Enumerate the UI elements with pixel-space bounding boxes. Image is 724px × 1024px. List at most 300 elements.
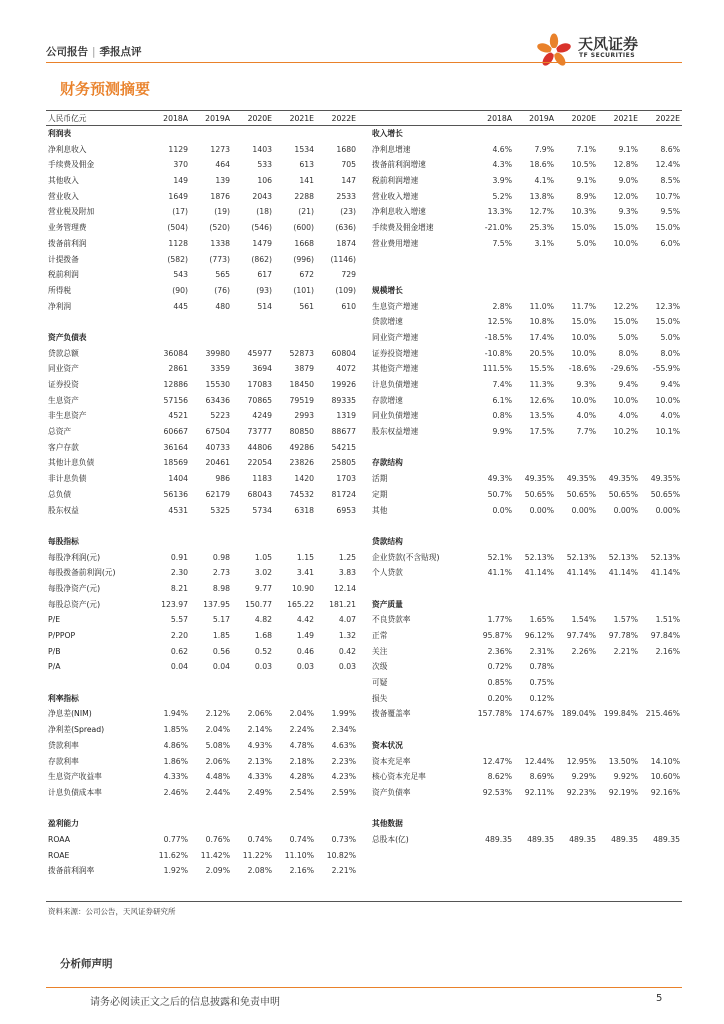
- cell-value: 18450: [289, 380, 314, 389]
- breadcrumb: [46, 44, 142, 59]
- cell-value: 12.95%: [566, 756, 596, 766]
- table-section-header: [370, 126, 685, 142]
- table-row: [46, 659, 361, 675]
- cell-value: 44806: [247, 442, 272, 452]
- cell-value: (19): [214, 207, 230, 217]
- row-label: 营业税及附加: [48, 207, 95, 217]
- row-label: 客户存款: [48, 442, 79, 452]
- cell-value: 0.98: [212, 552, 230, 562]
- cell-value: 4.0%: [576, 411, 596, 421]
- cell-value: 13.8%: [529, 191, 554, 201]
- cell-value: 11.7%: [571, 301, 596, 311]
- cell-value: 1.77%: [487, 615, 512, 625]
- cell-value: -10.8%: [484, 348, 512, 358]
- cell-value: (504): [167, 223, 188, 233]
- cell-value: 7.7%: [576, 427, 596, 437]
- cell-value: 986: [215, 474, 230, 484]
- cell-value: 4.07: [338, 615, 356, 625]
- table-row: [370, 785, 685, 801]
- cell-value: 41.14%: [566, 568, 596, 578]
- cell-value: 50.65%: [650, 489, 680, 499]
- row-label: 资产负债率: [372, 787, 411, 797]
- cell-value: 15.0%: [655, 317, 680, 327]
- cell-value: 1668: [294, 238, 314, 248]
- cell-value: 1.86%: [163, 756, 188, 766]
- cell-value: (546): [251, 223, 272, 233]
- cell-value: 2.73: [212, 568, 230, 578]
- cell-value: 2.26%: [571, 646, 596, 656]
- row-label: 证券投资: [48, 380, 79, 389]
- cell-value: 9.5%: [660, 207, 680, 217]
- cell-value: 8.9%: [576, 191, 596, 201]
- cell-value: 10.1%: [655, 427, 680, 437]
- cell-value: 561: [299, 301, 314, 311]
- cell-value: 4521: [168, 411, 188, 421]
- row-label: 拨备覆盖率: [372, 709, 411, 719]
- cell-value: 4.3%: [492, 160, 512, 170]
- cell-value: 2.06%: [247, 709, 272, 719]
- cell-value: 199.84%: [603, 709, 638, 719]
- cell-value: 543: [173, 270, 188, 280]
- cell-value: 1876: [210, 191, 230, 201]
- cell-value: 0.52: [254, 646, 272, 656]
- table-row: [46, 706, 361, 722]
- cell-value: 157.78%: [477, 709, 512, 719]
- cell-value: 45977: [247, 348, 272, 358]
- cell-value: 150.77: [245, 599, 272, 609]
- row-label: 贷款总额: [48, 348, 79, 358]
- cell-value: 0.03: [254, 662, 272, 672]
- cell-value: 8.6%: [660, 144, 680, 154]
- cell-value: 60667: [163, 427, 188, 437]
- cell-value: 489.35: [653, 834, 680, 844]
- cell-value: 40733: [205, 442, 230, 452]
- cell-value: 106: [257, 176, 272, 186]
- table-section-header: [370, 597, 685, 613]
- table-row: [46, 283, 361, 299]
- year-header-left-3: 2021E: [289, 114, 314, 123]
- table-row: [370, 267, 685, 283]
- cell-value: 10.8%: [529, 317, 554, 327]
- cell-value: 1.57%: [613, 615, 638, 625]
- cell-value: 14.10%: [650, 756, 680, 766]
- cell-value: 1.94%: [163, 709, 188, 719]
- cell-value: 10.5%: [571, 160, 596, 170]
- row-label: 拨备前利润率: [48, 866, 95, 876]
- cell-value: 9.3%: [576, 380, 596, 389]
- cell-value: 215.46%: [645, 709, 680, 719]
- cell-value: 2.44%: [205, 787, 230, 797]
- breadcrumb-quarterly-review: 季报点评: [99, 46, 142, 58]
- table-row: [46, 644, 361, 660]
- cell-value: 0.03: [296, 662, 314, 672]
- cell-value: 181.21: [329, 599, 356, 609]
- row-label: 可疑: [372, 678, 388, 688]
- table-row: [370, 314, 685, 330]
- cell-value: 81724: [331, 489, 356, 499]
- table-row: [46, 597, 361, 613]
- cell-value: 52873: [289, 348, 314, 358]
- table-section-header: [370, 816, 685, 832]
- row-label: 每股总资产(元): [48, 599, 101, 609]
- table-row: [370, 518, 685, 534]
- row-label: ROAE: [48, 850, 70, 860]
- row-label: 其他收入: [48, 176, 79, 186]
- row-label: 净利息收入增速: [372, 207, 426, 217]
- table-row: [46, 408, 361, 424]
- cell-value: 4249: [252, 411, 272, 421]
- table-row: [370, 487, 685, 503]
- cell-value: (23): [340, 207, 356, 217]
- row-label: 每股净利润(元): [48, 552, 101, 562]
- cell-value: 12.14: [333, 583, 356, 593]
- cell-value: 92.53%: [482, 787, 512, 797]
- table-row: [370, 659, 685, 675]
- cell-value: 12.8%: [613, 160, 638, 170]
- table-row: [370, 173, 685, 189]
- row-label: 不良贷款率: [372, 615, 411, 625]
- cell-value: 9.4%: [618, 380, 638, 389]
- cell-value: -18.6%: [568, 364, 596, 374]
- cell-value: 96.12%: [524, 631, 554, 640]
- cell-value: 7.9%: [534, 144, 554, 154]
- cell-value: 7.5%: [492, 238, 512, 248]
- row-label: 正常: [372, 631, 388, 640]
- cell-value: 5.2%: [492, 191, 512, 201]
- row-label: 存款利率: [48, 756, 79, 766]
- cell-value: 1.92%: [163, 866, 188, 876]
- row-label: 生息资产增速: [372, 301, 419, 311]
- table-row: [46, 581, 361, 597]
- cell-value: 565: [215, 270, 230, 280]
- cell-value: 8.62%: [487, 772, 512, 782]
- cell-value: 2861: [168, 364, 188, 374]
- cell-value: 1420: [294, 474, 314, 484]
- cell-value: 4.23%: [331, 772, 356, 782]
- cell-value: 67504: [205, 427, 230, 437]
- row-label: 税前利润: [48, 270, 79, 280]
- table-row: [370, 142, 685, 158]
- cell-value: 73777: [247, 427, 272, 437]
- table-row: [370, 393, 685, 409]
- row-label: 手续费及佣金增速: [372, 223, 434, 233]
- cell-value: -18.5%: [484, 332, 512, 342]
- cell-value: 49.35%: [566, 474, 596, 484]
- row-label: 业务管理费: [48, 223, 87, 233]
- cell-value: 10.0%: [571, 395, 596, 405]
- row-label: 每股指标: [48, 536, 79, 546]
- cell-value: 2.18%: [289, 756, 314, 766]
- cell-value: 60804: [331, 348, 356, 358]
- cell-value: 1534: [294, 144, 314, 154]
- cell-value: 2.21%: [613, 646, 638, 656]
- cell-value: 10.0%: [613, 395, 638, 405]
- cell-value: 10.0%: [571, 332, 596, 342]
- cell-value: 1.05: [254, 552, 272, 562]
- row-label: 营业收入: [48, 191, 79, 201]
- cell-value: 10.0%: [571, 348, 596, 358]
- cell-value: 2.16%: [289, 866, 314, 876]
- cell-value: 7.1%: [576, 144, 596, 154]
- cell-value: 4.0%: [618, 411, 638, 421]
- cell-value: 10.60%: [650, 772, 680, 782]
- row-label: 净利息增速: [372, 144, 411, 154]
- cell-value: 15.0%: [571, 223, 596, 233]
- cell-value: 489.35: [611, 834, 638, 844]
- row-label: P/A: [48, 662, 61, 672]
- cell-value: 613: [299, 160, 314, 170]
- cell-value: 9.77: [254, 583, 272, 593]
- cell-value: 2.09%: [205, 866, 230, 876]
- cell-value: 41.14%: [524, 568, 554, 578]
- cell-value: 489.35: [569, 834, 596, 844]
- cell-value: 2.04%: [205, 725, 230, 735]
- cell-value: 13.50%: [608, 756, 638, 766]
- cell-value: 0.91: [170, 552, 188, 562]
- cell-value: (582): [167, 254, 188, 264]
- table-row: [370, 361, 685, 377]
- cell-value: 49.35%: [608, 474, 638, 484]
- table-section-header: [370, 455, 685, 471]
- row-label: 利润表: [48, 129, 72, 138]
- cell-value: -55.9%: [652, 364, 680, 374]
- table-row: [46, 612, 361, 628]
- unit-label: 人民币亿元: [48, 114, 87, 123]
- cell-value: 7.4%: [492, 380, 512, 389]
- cell-value: 1338: [210, 238, 230, 248]
- cell-value: 4531: [168, 505, 188, 515]
- table-row: [46, 675, 361, 691]
- cell-value: 41.14%: [608, 568, 638, 578]
- table-row: [46, 754, 361, 770]
- cell-value: (90): [172, 285, 188, 295]
- cell-value: 1403: [252, 144, 272, 154]
- cell-value: -21.0%: [484, 223, 512, 233]
- cell-value: (18): [256, 207, 272, 217]
- cell-value: 174.67%: [519, 709, 554, 719]
- logo-subtitle: TF SECURITIES: [579, 52, 636, 59]
- table-row: [46, 738, 361, 754]
- cell-value: 5.17: [212, 615, 230, 625]
- cell-value: 8.0%: [660, 348, 680, 358]
- cell-value: 36164: [163, 442, 188, 452]
- cell-value: 5.0%: [576, 238, 596, 248]
- cell-value: 6.1%: [492, 395, 512, 405]
- cell-value: 97.84%: [650, 631, 680, 640]
- table-row: [46, 503, 361, 519]
- cell-value: 0.04: [170, 662, 188, 672]
- cell-value: 9.1%: [618, 144, 638, 154]
- flower-logo-icon: [534, 30, 574, 70]
- cell-value: 22054: [247, 458, 272, 468]
- cell-value: 9.4%: [660, 380, 680, 389]
- row-label: 股东权益增速: [372, 427, 419, 437]
- cell-value: 62179: [205, 489, 230, 499]
- row-label: 计息负债成本率: [48, 787, 102, 797]
- year-header-right-4: 2022E: [655, 114, 680, 123]
- cell-value: 25805: [331, 458, 356, 468]
- cell-value: 9.1%: [576, 176, 596, 186]
- cell-value: 52.13%: [566, 552, 596, 562]
- cell-value: 12.6%: [529, 395, 554, 405]
- cell-value: 141: [299, 176, 314, 186]
- cell-value: 1.85: [212, 631, 230, 640]
- cell-value: 4.82: [254, 615, 272, 625]
- row-label: 其他资产增速: [372, 364, 419, 374]
- cell-value: (76): [214, 285, 230, 295]
- row-label: 损失: [372, 693, 388, 703]
- page-header: [46, 30, 682, 70]
- row-label: 总资产: [48, 427, 72, 437]
- cell-value: (600): [293, 223, 314, 233]
- row-label: 税前利润增速: [372, 176, 419, 186]
- cell-value: 12.7%: [529, 207, 554, 217]
- table-row: [370, 691, 685, 707]
- cell-value: 1273: [210, 144, 230, 154]
- table-row: [370, 330, 685, 346]
- cell-value: 9.9%: [492, 427, 512, 437]
- cell-value: 97.74%: [566, 631, 596, 640]
- table-row: [370, 252, 685, 268]
- cell-value: 11.62%: [158, 850, 188, 860]
- row-label: 利率指标: [48, 693, 79, 703]
- cell-value: 0.74%: [247, 834, 272, 844]
- table-row: [370, 754, 685, 770]
- row-label: 存款增速: [372, 395, 403, 405]
- cell-value: 49.35%: [524, 474, 554, 484]
- cell-value: 189.04%: [561, 709, 596, 719]
- row-label: 贷款利率: [48, 740, 79, 750]
- table-bottom-border: [46, 901, 682, 902]
- year-header-left-2: 2020E: [247, 114, 272, 123]
- cell-value: 4.42: [296, 615, 314, 625]
- cell-value: 8.21: [170, 583, 188, 593]
- cell-value: 63436: [205, 395, 230, 405]
- table-row: [370, 565, 685, 581]
- header-divider: [46, 62, 682, 63]
- row-label: 同业资产增速: [372, 332, 419, 342]
- table-row: [46, 455, 361, 471]
- cell-value: (862): [251, 254, 272, 264]
- cell-value: (109): [335, 285, 356, 295]
- cell-value: 70865: [247, 395, 272, 405]
- table-row: [370, 346, 685, 362]
- year-header-left-1: 2019A: [205, 114, 230, 123]
- cell-value: 3.1%: [534, 238, 554, 248]
- table-row: [370, 801, 685, 817]
- cell-value: 2.12%: [205, 709, 230, 719]
- row-label: 盈利能力: [48, 819, 79, 829]
- cell-value: 36084: [163, 348, 188, 358]
- cell-value: 23826: [289, 458, 314, 468]
- cell-value: 3.02: [254, 568, 272, 578]
- cell-value: 0.12%: [529, 693, 554, 703]
- table-row: [46, 189, 361, 205]
- table-row: [370, 157, 685, 173]
- row-label: 净利润: [48, 301, 72, 311]
- cell-value: 4.86%: [163, 740, 188, 750]
- cell-value: 480: [215, 301, 230, 311]
- cell-value: 15.5%: [529, 364, 554, 374]
- cell-value: 10.90: [291, 583, 314, 593]
- cell-value: 0.0%: [492, 505, 512, 515]
- table-row: [46, 848, 361, 864]
- year-header-right-0: 2018A: [487, 114, 512, 123]
- cell-value: 9.3%: [618, 207, 638, 217]
- cell-value: 729: [341, 270, 356, 280]
- cell-value: 533: [257, 160, 272, 170]
- cell-value: 0.8%: [492, 411, 512, 421]
- year-header-left-4: 2022E: [331, 114, 356, 123]
- table-row: [46, 424, 361, 440]
- table-row: [46, 267, 361, 283]
- row-label: 所得税: [48, 285, 72, 295]
- table-row: [370, 299, 685, 315]
- cell-value: -29.6%: [610, 364, 638, 374]
- cell-value: 52.13%: [650, 552, 680, 562]
- table-row: [46, 487, 361, 503]
- cell-value: (93): [256, 285, 272, 295]
- year-header-right-1: 2019A: [529, 114, 554, 123]
- cell-value: 12.0%: [613, 191, 638, 201]
- cell-value: 4.63%: [331, 740, 356, 750]
- cell-value: 0.00%: [613, 505, 638, 515]
- cell-value: 2.49%: [247, 787, 272, 797]
- year-header-right-2: 2020E: [571, 114, 596, 123]
- cell-value: 610: [341, 301, 356, 311]
- cell-value: 2.13%: [247, 756, 272, 766]
- cell-value: 0.20%: [487, 693, 512, 703]
- table-row: [46, 236, 361, 252]
- cell-value: 4.93%: [247, 740, 272, 750]
- cell-value: (21): [298, 207, 314, 217]
- cell-value: 0.04: [212, 662, 230, 672]
- page-number: 5: [656, 993, 663, 1004]
- cell-value: 10.0%: [613, 238, 638, 248]
- cell-value: 4.6%: [492, 144, 512, 154]
- row-label: 计息负债增速: [372, 380, 419, 389]
- cell-value: 80850: [289, 427, 314, 437]
- cell-value: 5325: [210, 505, 230, 515]
- cell-value: 8.69%: [529, 772, 554, 782]
- cell-value: 12.2%: [613, 301, 638, 311]
- table-row: [370, 769, 685, 785]
- cell-value: 6.0%: [660, 238, 680, 248]
- cell-value: 1183: [252, 474, 272, 484]
- cell-value: 0.85%: [487, 678, 512, 688]
- cell-value: 3359: [210, 364, 230, 374]
- cell-value: 5.0%: [660, 332, 680, 342]
- table-row: [46, 299, 361, 315]
- row-label: 生息资产收益率: [48, 772, 102, 782]
- cell-value: 2.36%: [487, 646, 512, 656]
- row-label: 活期: [372, 474, 388, 484]
- cell-value: 9.29%: [571, 772, 596, 782]
- tf-securities-logo: [532, 30, 682, 70]
- cell-value: 49.35%: [650, 474, 680, 484]
- row-label: 总股本(亿): [372, 834, 409, 844]
- cell-value: 1.54%: [571, 615, 596, 625]
- row-label: 股东权益: [48, 505, 79, 515]
- cell-value: 0.73%: [331, 834, 356, 844]
- table-section-header: [46, 126, 361, 142]
- row-label: 生息资产: [48, 395, 79, 405]
- cell-value: 0.75%: [529, 678, 554, 688]
- cell-value: 464: [215, 160, 230, 170]
- table-row: [46, 361, 361, 377]
- cell-value: 0.62: [170, 646, 188, 656]
- table-row: [370, 236, 685, 252]
